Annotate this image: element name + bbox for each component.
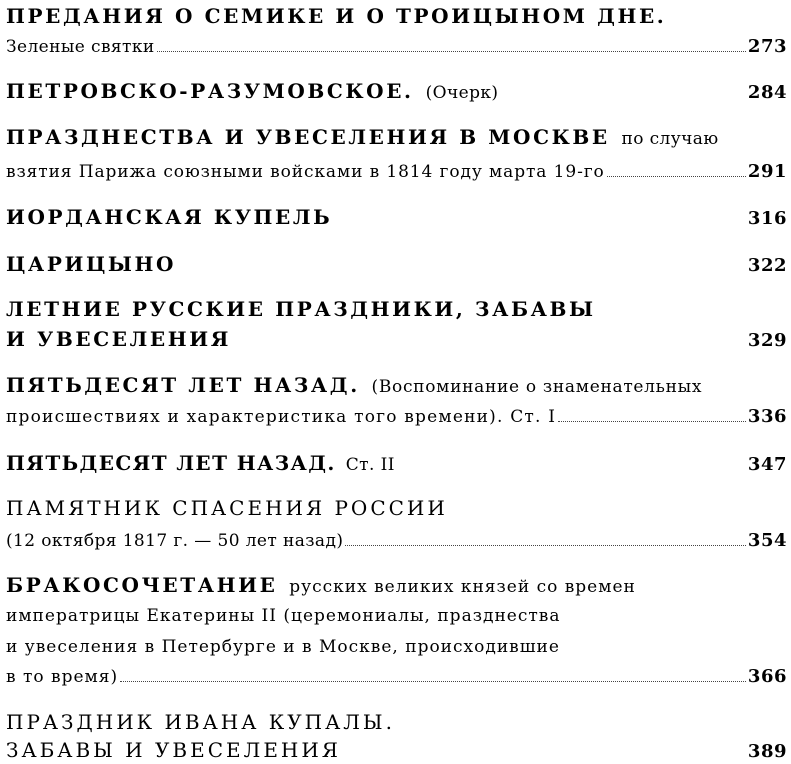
toc-entry-row[interactable] [6,79,787,105]
toc-entry-heading [6,573,787,599]
toc-entry-heading [6,125,787,151]
toc-entry-title: ПЕТРОВСКО-РАЗУМОВСКОЕ. [6,79,414,103]
toc-page-number: 389 [747,741,787,762]
leader-dots [558,420,746,422]
toc-entry-subtitle: русских великих князей со времен [289,577,636,597]
toc-page-number: 336 [747,406,787,427]
toc-entry-row[interactable] [6,451,787,477]
toc-entry-title: ПЯТЬДЕСЯТ ЛЕТ НАЗАД. [6,373,360,397]
toc-entry-subtitle: взятия Парижа союзными войсками в 1814 году марта 19-го [6,162,605,182]
toc-page-number: 316 [747,208,787,229]
toc-entry-title: ПЯТЬДЕСЯТ ЛЕТ НАЗАД. [6,451,336,475]
toc-page-number: 284 [747,82,787,103]
toc-page-number: 273 [747,36,787,57]
toc-entry-title: ПРЕДАНИЯ О СЕМИКЕ И О ТРОИЦЫНОМ ДНЕ. [6,4,667,28]
toc-entry-row[interactable] [6,205,787,231]
toc-entry-subtitle: по случаю [621,129,719,149]
toc-entry-heading [6,373,787,399]
toc-entry-row[interactable] [6,405,787,429]
toc-entry-subtitle: (Очерк) [425,83,499,103]
toc-entry-title: И УВЕСЕЛЕНИЯ [6,327,231,351]
toc-entry-row[interactable] [6,35,787,59]
toc-page-number: 322 [747,255,787,276]
toc-entry-title: ИОРДАНСКАЯ КУПЕЛЬ [6,205,333,229]
toc-page-number: 354 [747,530,787,551]
toc-entry-subtitle: (Воспоминание о знаменательных [371,377,703,397]
toc-entry-row[interactable] [6,665,787,689]
toc-entry-subtitle: в то время) [6,667,119,687]
toc-page-number: 329 [747,330,787,351]
toc-entry-title: ЛЕТНИЕ РУССКИЕ ПРАЗДНИКИ, ЗАБАВЫ [6,297,596,321]
leader-dots [120,680,746,682]
toc-entry-title: ПРАЗДНЕСТВА И УВЕСЕЛЕНИЯ В МОСКВЕ [6,125,610,149]
toc-entry-subtitle: происшествиях и характеристика того времени). Ст. I [6,407,557,427]
toc-page-number: 291 [747,161,787,182]
toc-entry-subtitle: Ст. II [345,455,395,475]
leader-dots [345,544,746,546]
toc-page-number: 347 [747,454,787,475]
toc-entry-row[interactable] [6,529,787,553]
toc-entry-title: ПАМЯТНИК СПАСЕНИЯ РОССИИ [6,496,448,520]
toc-entry-title: БРАКОСОЧЕТАНИЕ [6,573,278,597]
leader-dots [607,175,746,177]
toc-entry-title: ЦАРИЦЫНО [6,252,177,276]
toc-entry-title: ПРАЗДНИК ИВАНА КУПАЛЫ. [6,710,395,734]
toc-entry-title: ЗАБАВЫ И УВЕСЕЛЕНИЯ [6,738,341,762]
leader-dots [157,50,746,52]
toc-entry-subtitle: Зеленые святки [6,37,155,57]
toc-entry-subtitle: императрицы Екатерины II (церемониалы, празднества [6,606,561,626]
toc-entry-row[interactable] [6,327,787,353]
toc-entry-row[interactable] [6,160,787,184]
toc-page-number: 366 [747,666,787,687]
toc-entry-row[interactable] [6,252,787,278]
toc-entry-row[interactable] [6,738,787,764]
toc-entry-subtitle: и увеселения в Петербурге и в Москве, происходившие [6,637,560,657]
toc-entry-subtitle: (12 октября 1817 г. — 50 лет назад) [6,531,344,551]
